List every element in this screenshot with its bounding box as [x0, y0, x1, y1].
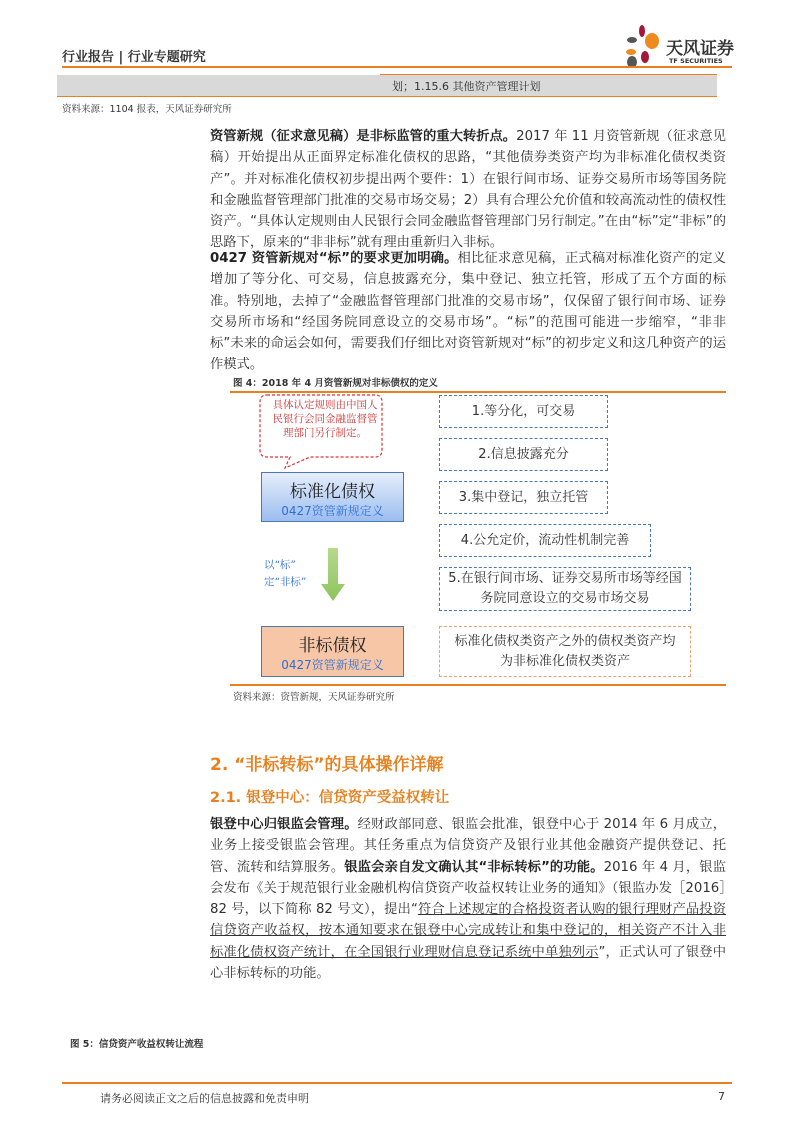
table-remnant-row: [57, 75, 717, 96]
arrow-label-line: 以“标”: [264, 559, 296, 571]
box-subtitle: 0427资管新规定义: [281, 658, 384, 672]
box-title: 非标债权: [298, 636, 367, 656]
lead-bold: 0427 资管新规对“标”的要求更加明确。: [210, 251, 458, 266]
table-rule: [57, 96, 717, 97]
criterion-box: 3.集中登记，独立托管: [439, 481, 608, 514]
paragraph: [210, 248, 726, 376]
standard-debt-box: [261, 472, 404, 522]
arrow-label: [264, 557, 306, 591]
figure-rule: [230, 684, 726, 686]
source-note: 资料来源：1104 报表，天风证券研究所: [62, 104, 232, 115]
figure-caption: 图 5：信贷资产收益权转让流程: [70, 1039, 204, 1050]
body-text: 2017 年 11 月资管新规（征求意见稿）开始提出从正面界定标准化债权的思路，“其他债券类资产均为非标准化债权类资产”。并对标准化债权初步提出两个要件：1）在银行间市场、证券交易所市场等国务院和金融监督管理部门批准的交易市场交易；2）具有合理公允价值和较高流动性的债权性资产。“具体认定规则由人民银行会同金融监督管理部门另行制定。”在由“标”定“非标”的思路下，原来的“非非标”就有理由重新归入非标。: [210, 129, 726, 251]
table-cell: 划；1.15.6 其他资产管理计划: [392, 80, 541, 93]
lead-bold: 资管新规（征求意见稿）是非标监管的重大转折点。: [210, 129, 517, 144]
footer-rule: [62, 1082, 732, 1084]
underlined-quote: 符合上述规定的合格投资者认购的银行理财产品投资信贷资产收益权，按本通知要求在银登中心完成转让和集中登记的，相关资产不计入非标准化债权资产统计，在全国银行业理财信息登记系统中单独列示: [210, 902, 726, 960]
page-number: 7: [718, 1090, 725, 1103]
figure-source: 资料来源：资管新规，天风证券研究所: [233, 692, 395, 703]
table-rule: [380, 74, 717, 75]
logo-cn: 天风证券: [666, 39, 734, 59]
bubble-text: 具体认定规则由中国人民银行会同金融监督管理部门另行制定。: [272, 399, 378, 439]
paragraph: [210, 126, 726, 254]
box-subtitle: 0427资管新规定义: [281, 504, 384, 518]
section-heading: 2. “非标转标”的具体操作详解: [210, 755, 444, 775]
nonstandard-definition-box: 标准化债权类资产之外的债权类资产均为非标准化债权类资产: [439, 626, 691, 677]
criterion-box: 1.等分化，可交易: [439, 395, 608, 428]
subsection-heading: 2.1. 银登中心：信贷资产受益权转让: [210, 790, 450, 806]
bold-text: 银监会亲自发文确认其“非标转标”的功能。: [344, 859, 604, 875]
lead-bold: 银登中心归银监会管理。: [210, 817, 358, 832]
criterion-box: 5.在银行间市场、证券交易所市场等经国务院同意设立的交易市场交易: [439, 567, 691, 611]
body-text: 2016 年 4 月，银监会发布《关于规范银行业金融机构信贷资产收益权转让业务的通知》（银监办发［2016］82 号，以下简称 82 号文），提出“: [210, 859, 727, 918]
down-arrow-icon: [320, 548, 346, 602]
logo-en: TF SECURITIES: [669, 57, 723, 65]
paragraph: [210, 814, 726, 984]
report-category: 行业报告 | 行业专题研究: [62, 50, 206, 65]
body-text: ”，正式认可了银登中心非标转标的功能。: [210, 944, 726, 982]
box-title: 标准化债权: [290, 482, 375, 502]
figure-caption: 图 4：2018 年 4 月资管新规对非标债权的定义: [233, 378, 438, 389]
disclaimer: 请务必阅读正文之后的信息披露和免责申明: [100, 1092, 309, 1105]
arrow-label-line: 定“非标”: [264, 576, 307, 588]
header-rule: [62, 66, 732, 68]
criterion-box: 2.信息披露充分: [439, 438, 608, 471]
criterion-box: 4.公允定价，流动性机制完善: [439, 524, 651, 557]
nonstandard-debt-box: [261, 626, 404, 677]
body-text: 经财政部同意、银监会批准，银登中心于 2014 年 6 月成立，业务上接受银监会管理。其任务重点为信贷资产及银行业其他金融资产提供登记、托管、流转和结算服务。: [210, 817, 726, 875]
body-text: 相比征求意见稿，正式稿对标准化资产的定义增加了等分化、可交易，信息披露充分，集中登记、独立托管，形成了五个方面的标准。特别地，去掉了“金融监督管理部门批准的交易市场”，仅保留了银行间市场、证券交易所市场和“经国务院同意设立的交易市场”。“标”的范围可能进一步缩窄，“非非标”未来的命运会如何，需要我们仔细比对资管新规对“标”的初步定义和这几种资产的运作模式。: [210, 251, 726, 373]
logo-petals-icon: [622, 24, 664, 68]
logo: [622, 24, 737, 70]
